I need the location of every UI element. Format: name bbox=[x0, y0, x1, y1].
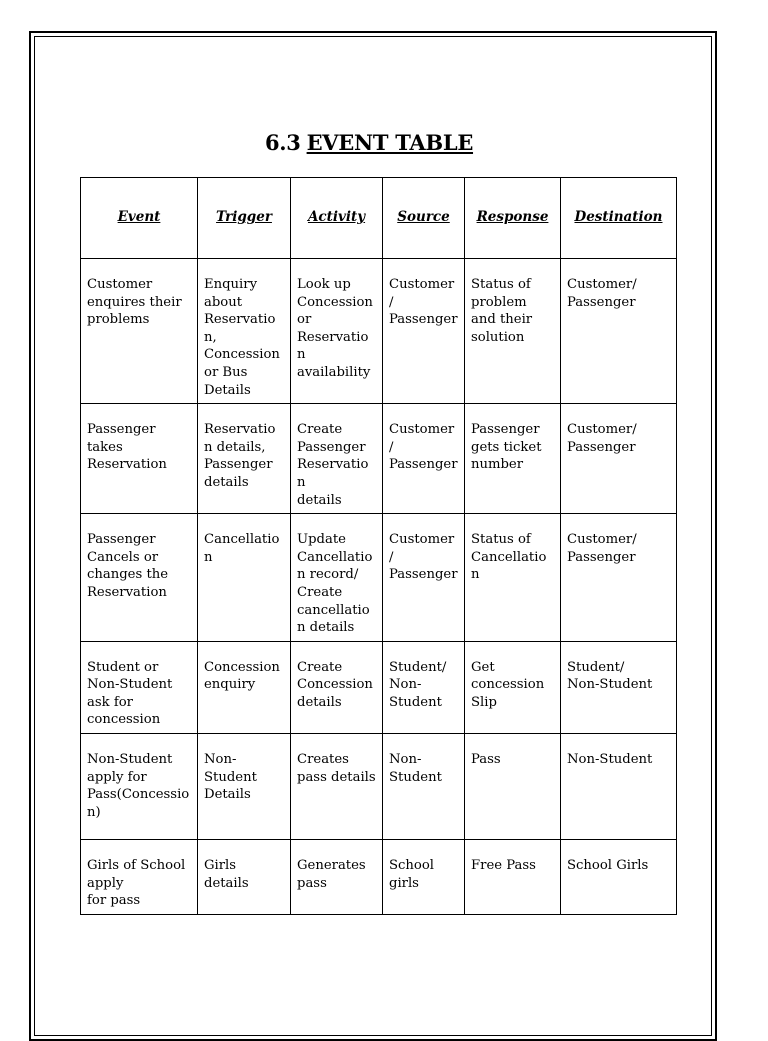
table-row bbox=[81, 734, 677, 840]
event-table bbox=[80, 177, 677, 915]
header-activity: Activity bbox=[291, 178, 383, 259]
table-row bbox=[81, 514, 677, 642]
cell-activity: Update Cancellatio n record/ Create cancellatio n details bbox=[291, 514, 383, 642]
cell-trigger: Reservatio n details, Passenger details bbox=[198, 404, 291, 514]
table-row bbox=[81, 404, 677, 514]
cell-source: Customer / Passenger bbox=[383, 514, 465, 642]
header-trigger: Trigger bbox=[198, 178, 291, 259]
cell-destination: School Girls bbox=[561, 840, 677, 915]
cell-response: Free Pass bbox=[465, 840, 561, 915]
cell-response: Status of Cancellatio n bbox=[465, 514, 561, 642]
cell-response: Status of problem and their solution bbox=[465, 259, 561, 404]
cell-trigger: Enquiry about Reservatio n, Concession or Bus Details bbox=[198, 259, 291, 404]
cell-source: Customer / Passenger bbox=[383, 259, 465, 404]
cell-response: Passenger gets ticket number bbox=[465, 404, 561, 514]
cell-trigger: Cancellatio n bbox=[198, 514, 291, 642]
section-number: 6.3 bbox=[264, 130, 301, 155]
cell-response: Pass bbox=[465, 734, 561, 840]
cell-trigger: Girls details bbox=[198, 840, 291, 915]
cell-response: Get concession Slip bbox=[465, 641, 561, 733]
page-title bbox=[0, 130, 738, 155]
header-destination: Destination bbox=[561, 178, 677, 259]
cell-destination: Customer/ Passenger bbox=[561, 514, 677, 642]
cell-source: School girls bbox=[383, 840, 465, 915]
cell-activity: Generates pass bbox=[291, 840, 383, 915]
cell-destination: Non-Student bbox=[561, 734, 677, 840]
header-event: Event bbox=[81, 178, 198, 259]
table-header-row bbox=[81, 178, 677, 259]
header-response: Response bbox=[465, 178, 561, 259]
cell-destination: Student/ Non-Student bbox=[561, 641, 677, 733]
cell-event: Non-Student apply for Pass(Concessio n) bbox=[81, 734, 198, 840]
cell-source: Student/ Non- Student bbox=[383, 641, 465, 733]
cell-activity: Creates pass details bbox=[291, 734, 383, 840]
cell-activity: Create Passenger Reservatio n details bbox=[291, 404, 383, 514]
cell-source: Customer / Passenger bbox=[383, 404, 465, 514]
section-title: EVENT TABLE bbox=[306, 130, 474, 155]
cell-event: Student or Non-Student ask for concession bbox=[81, 641, 198, 733]
table-row bbox=[81, 840, 677, 915]
cell-destination: Customer/ Passenger bbox=[561, 404, 677, 514]
header-source: Source bbox=[383, 178, 465, 259]
cell-event: Girls of School apply for pass bbox=[81, 840, 198, 915]
cell-source: Non- Student bbox=[383, 734, 465, 840]
cell-activity: Create Concession details bbox=[291, 641, 383, 733]
cell-event: Passenger takes Reservation bbox=[81, 404, 198, 514]
cell-event: Passenger Cancels or changes the Reservation bbox=[81, 514, 198, 642]
cell-trigger: Concession enquiry bbox=[198, 641, 291, 733]
table-row bbox=[81, 641, 677, 733]
table-row bbox=[81, 259, 677, 404]
cell-activity: Look up Concession or Reservatio n availability bbox=[291, 259, 383, 404]
cell-event: Customer enquires their problems bbox=[81, 259, 198, 404]
cell-destination: Customer/ Passenger bbox=[561, 259, 677, 404]
cell-trigger: Non- Student Details bbox=[198, 734, 291, 840]
